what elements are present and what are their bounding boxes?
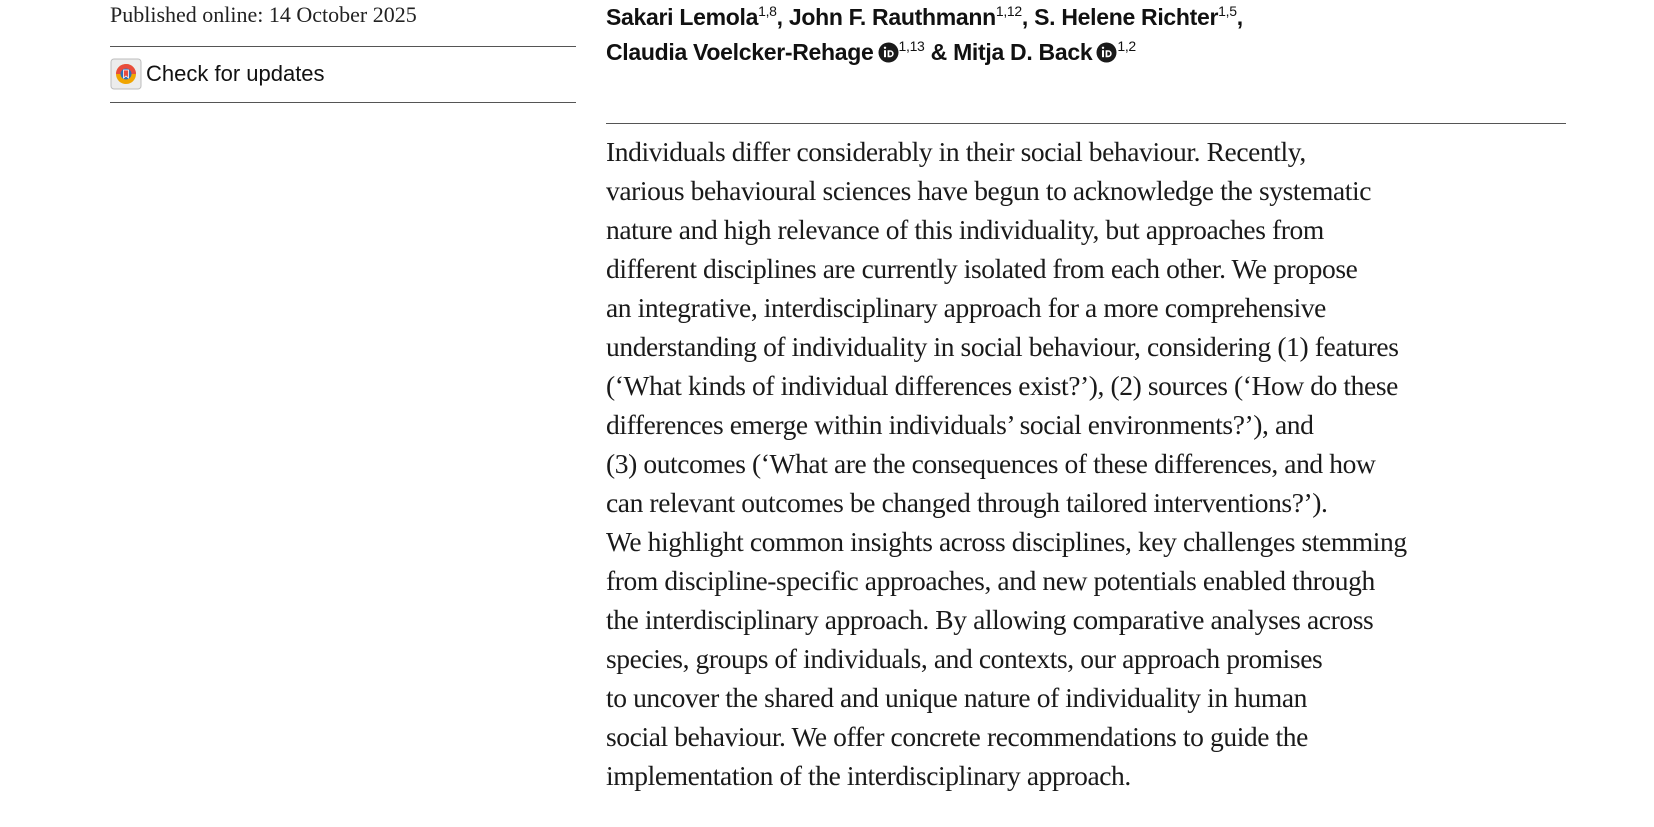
abstract — [606, 132, 1566, 795]
author-affiliation: 1,13 — [898, 38, 925, 54]
orcid-icon[interactable] — [1096, 38, 1117, 59]
check-for-updates-label: Check for updates — [146, 61, 325, 86]
abstract-line: can relevant outcomes be changed through tailored interventions?’). — [606, 487, 1328, 518]
abstract-line: nature and high relevance of this individuality, but approaches from — [606, 214, 1324, 245]
abstract-line: an integrative, interdisciplinary approach for a more comprehensive — [606, 292, 1326, 323]
abstract-line: We highlight common insights across disciplines, key challenges stemming — [606, 526, 1407, 557]
author-affiliation: 1,5 — [1218, 3, 1237, 19]
author-separator: , — [1021, 4, 1035, 30]
author-separator: , — [1236, 4, 1243, 30]
abstract-line: the interdisciplinary approach. By allowing comparative analyses across — [606, 604, 1374, 635]
abstract-line: different disciplines are currently isolated from each other. We propose — [606, 253, 1358, 284]
published-date: Published online: 14 October 2025 — [110, 2, 417, 27]
abstract-line: (3) outcomes (‘What are the consequences of these differences, and how — [606, 448, 1376, 479]
abstract-line: species, groups of individuals, and contexts, our approach promises — [606, 643, 1323, 674]
check-for-updates-button[interactable] — [110, 58, 325, 90]
divider — [110, 46, 576, 47]
author-line-1 — [606, 0, 1243, 35]
abstract-line: differences emerge within individuals’ social environments?’), and — [606, 409, 1314, 440]
abstract-line: (‘What kinds of individual differences exist?’), (2) sources (‘How do these — [606, 370, 1398, 401]
divider — [110, 102, 576, 103]
author-affiliation: 1,2 — [1117, 38, 1136, 54]
abstract-line: from discipline-specific approaches, and new potentials enabled through — [606, 565, 1375, 596]
abstract-line: social behaviour. We offer concrete recommendations to guide the — [606, 721, 1308, 752]
author-name[interactable]: Sakari Lemola — [606, 4, 759, 30]
abstract-line: Individuals differ considerably in their social behaviour. Recently, — [606, 136, 1306, 167]
author-name[interactable]: S. Helene Richter — [1034, 4, 1219, 30]
author-list — [606, 0, 1243, 70]
abstract-line: implementation of the interdisciplinary approach. — [606, 760, 1131, 791]
abstract-line: various behavioural sciences have begun to acknowledge the systematic — [606, 175, 1372, 206]
check-for-updates-icon — [110, 58, 142, 90]
author-line-2 — [606, 35, 1243, 70]
divider — [606, 123, 1566, 124]
author-name[interactable]: Claudia Voelcker-Rehage — [606, 39, 874, 65]
author-name[interactable]: Mitja D. Back — [953, 39, 1093, 65]
abstract-line: to uncover the shared and unique nature of individuality in human — [606, 682, 1308, 713]
author-affiliation: 1,12 — [995, 3, 1022, 19]
author-affiliation: 1,8 — [758, 3, 777, 19]
abstract-line: understanding of individuality in social behaviour, considering (1) features — [606, 331, 1399, 362]
orcid-icon[interactable] — [878, 38, 899, 59]
author-separator: & — [924, 39, 954, 65]
author-name[interactable]: John F. Rauthmann — [788, 4, 996, 30]
author-separator: , — [776, 4, 789, 30]
